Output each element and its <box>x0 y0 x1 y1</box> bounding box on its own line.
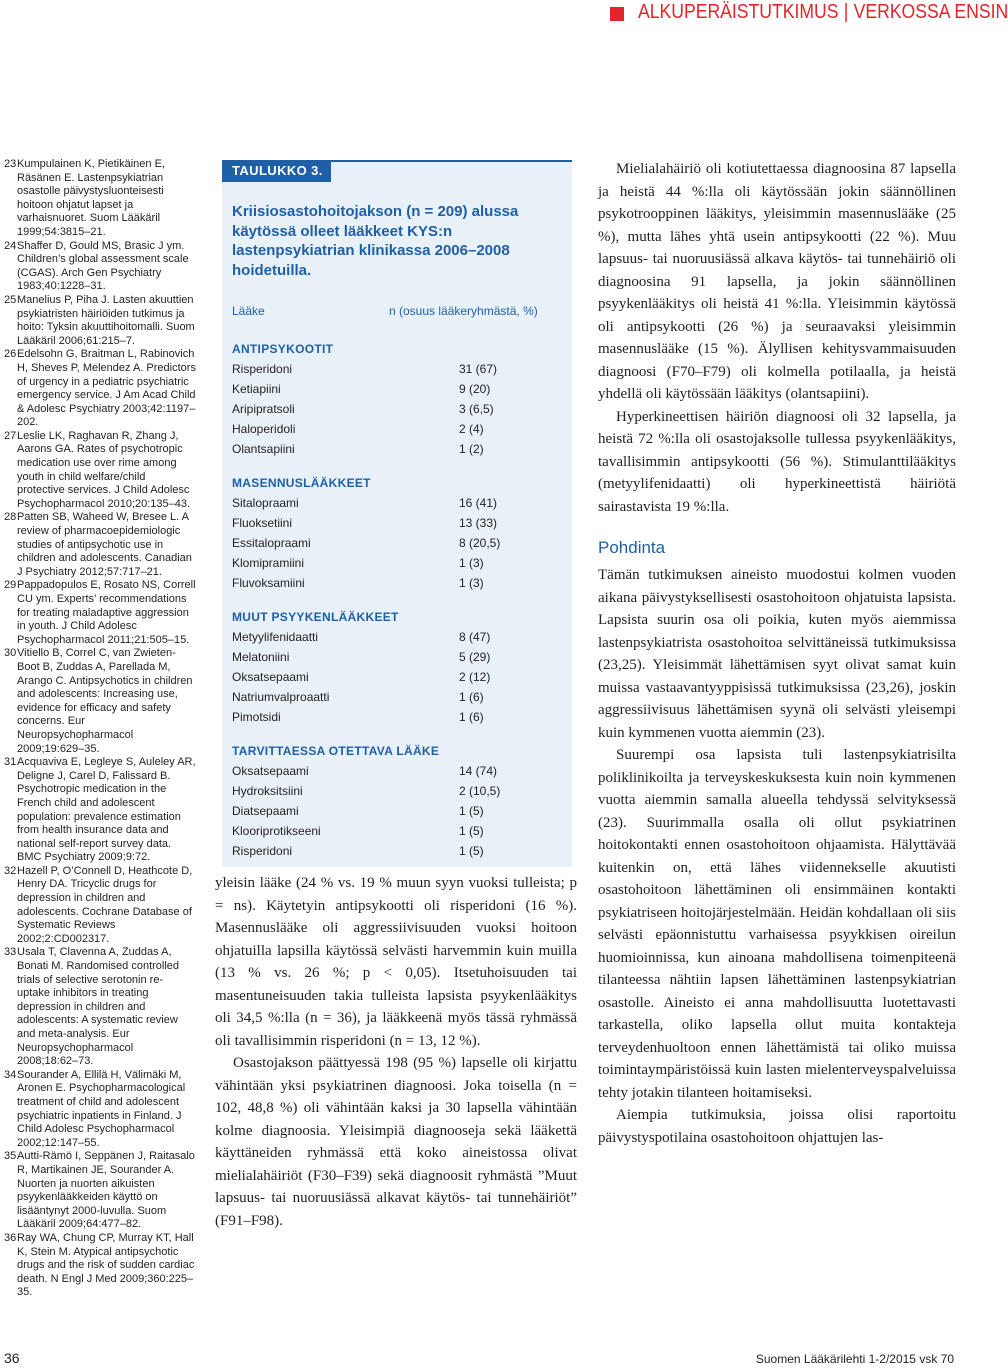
body-paragraph: Osastojakson päättyessä 198 (95 %) lapselle oli kirjattu vähintään yksi psykiatrinen diagnoosi. Joka toisella (n = 102, 48,8 %) oli vähintään kaksi ja 30 lapsella vähintään kolme diagnoosia. Yleisimpiä diagnooseja sekä lääkettä käyttäneiden ryhmässä että koko aineistossa olivat mielialahäiriöt (F30–F39) sekä diagnoosit ryhmästä ”Muut lapsuus- tai nuoruusiässä alkavat käytös- tai tunnehäiriöt” (F91–F98). <box>215 1055 577 1229</box>
reference-number: 31 <box>4 756 17 769</box>
drug-name: Olantsapiini <box>232 442 295 456</box>
drug-name: Melatoniini <box>232 650 290 664</box>
drug-name: Risperidoni <box>232 362 293 376</box>
reference-text: Autti-Rämö I, Seppänen J, Raitasalo R, Martikainen JE, Sourander A. Nuorten ja nuorten aikuisten psyykenlääkkeiden käyttö on lisääntynyt 2000-luvulla. Suom Lääkäril 2009;64:477–82. <box>17 1150 195 1231</box>
table-row <box>232 419 562 439</box>
reference-item <box>4 946 196 1068</box>
drug-count: 1 (5) <box>459 824 484 838</box>
header-separator: | <box>843 1 849 23</box>
reference-text: Leslie LK, Raghavan R, Zhang J, Aarons GA. Rates of psychotropic medication use over rime among youth in child welfare/child protective services. J Child Adolesc Psychopharmacol 2010;20:135–43. <box>17 429 191 510</box>
table-title: Kriisiosastohoitojakson (n = 209) alussa käytössä olleet lääkkeet KYS:n lastenpsykiatrian klinikassa 2006–2008 hoidetuilla. <box>232 203 519 279</box>
drug-name: Oksatsepaami <box>232 764 309 778</box>
header-subsection-label: VERKOSSA ENSIN <box>853 1 1008 23</box>
reference-number: 34 <box>4 1068 17 1081</box>
reference-text: Manelius P, Piha J. Lasten akuuttien psykiatristen häiriöiden tutkimus ja hoito: Tyksin akuuttihoitomalli. Suom Lääkäril 2006;61:215–7. <box>17 293 195 347</box>
reference-number: 29 <box>4 579 17 592</box>
drug-name: Fluvoksamiini <box>232 576 305 590</box>
reference-number: 23 <box>4 158 17 170</box>
table-row <box>232 359 562 379</box>
drug-count: 5 (29) <box>459 650 491 664</box>
table-row <box>232 379 562 399</box>
reference-item <box>4 511 196 579</box>
drug-count: 8 (47) <box>459 630 491 644</box>
drug-name: Ketiapiini <box>232 382 281 396</box>
reference-item <box>4 1150 196 1232</box>
reference-number: 33 <box>4 946 17 959</box>
table-row <box>232 761 562 781</box>
table-row <box>232 513 562 533</box>
body-paragraph: Aiempia tutkimuksia, joissa olisi raportoitu päivystyspotilaina osastohoitoon ohjattujen las- <box>598 1107 956 1146</box>
reference-number: 35 <box>4 1150 17 1163</box>
header-title <box>638 1 1008 24</box>
table-row <box>232 707 562 727</box>
group-title-antidepressants: MASENNUSLÄÄKKEET <box>232 476 371 490</box>
drug-count: 1 (2) <box>459 442 484 456</box>
reference-text: Acquaviva E, Legleye S, Auleley AR, Deligne J, Carel D, Falissard B. Psychotropic medication in the French child and adolescent population: prevalence estimation from health insurance data and national self-report survey data. BMC Psychiatry 2009;9:72. <box>17 756 196 864</box>
table-row <box>232 573 562 593</box>
reference-text: Hazell P, O’Connell D, Heathcote D, Henry DA. Tricyclic drugs for depression in children and adolescents. Cochrane Database of Systematic Reviews 2002;2:CD002317. <box>17 864 193 945</box>
drug-count: 13 (33) <box>459 516 498 530</box>
table-row <box>232 687 562 707</box>
column-header-drug: Lääke <box>232 304 265 318</box>
drug-name: Fluoksetiini <box>232 516 293 530</box>
reference-text: Pappadopulos E, Rosato NS, Correll CU ym. Experts’ recommendations for treating maladaptive aggression in youth. J Child Adolesc Psychopharmacol 2011;21:505–15. <box>17 579 196 646</box>
table-row <box>232 821 562 841</box>
drug-count: 14 (74) <box>459 764 498 778</box>
drug-name: Metyylifenidaatti <box>232 630 319 644</box>
journal-footer: Suomen Lääkärilehti 1-2/2015 vsk 70 <box>755 1352 954 1366</box>
reference-number: 24 <box>4 239 17 252</box>
reference-text: Shaffer D, Gould MS, Brasic J ym. Children’s global assessment scale (CGAS). Arch Gen Psychiatry 1983;40:1228–31. <box>17 239 189 293</box>
middle-column-text <box>215 872 577 1232</box>
drug-count: 9 (20) <box>459 382 491 396</box>
drug-name: Natriumvalproaatti <box>232 690 330 704</box>
reference-text: Usala T, Clavenna A, Zuddas A, Bonati M. Randomised controlled trials of selective serotonin re-uptake inhibitors in treating depression in children and adolescents: A systematic review and meta-analysis. Eur Neuropsychopharmacol 2008;18:62–73. <box>17 946 180 1068</box>
table-row <box>232 493 562 513</box>
drug-count: 8 (20,5) <box>459 536 501 550</box>
reference-text: Vitiello B, Correl C, van Zwieten-Boot B, Zuddas A, Parellada M, Arango C. Antipsychotics in children and adolescents: Increasing use, evidence for efficacy and safety concerns. Eur Neuropsychopharmacol 2009;19:629–35. <box>17 647 193 755</box>
drug-count: 31 (67) <box>459 362 498 376</box>
reference-item <box>4 430 196 512</box>
reference-number: 36 <box>4 1231 17 1244</box>
page-number: 36 <box>4 1350 20 1366</box>
reference-text: Edelsohn G, Braitman L, Rabinovich H, Sheves P, Melendez A. Predictors of urgency in a pediatric psychiatric emergency service. J Am Acad Child & Adolesc Psychiatry 2003;42:1197–202. <box>17 348 196 429</box>
drug-name: Haloperidoli <box>232 422 296 436</box>
reference-number: 25 <box>4 293 17 306</box>
reference-item <box>4 756 196 865</box>
drug-count: 1 (6) <box>459 690 484 704</box>
drug-name: Klomipramiini <box>232 556 305 570</box>
table-3-box <box>222 160 572 867</box>
section-heading-discussion: Pohdinta <box>598 538 666 557</box>
reference-item <box>4 1069 196 1151</box>
drug-name: Risperidoni <box>232 844 293 858</box>
page-header <box>610 1 1008 28</box>
body-paragraph: Tämän tutkimuksen aineisto muodostui kolmen vuoden aikana päivystyksellisesti osastohoitoon ohjatuista lapsista. Lapsista suurin osa oli poikia, kuten myös aiemmissa lastenpsykiatrista osastohoitoa selvittäneissä tutkimuksissa (23,25). Yleisimmät lähettämisen syyt olivat samat kuin muissa vastaavantyyppisissä tutkimuksissa (23,26), joskin aggressiivisuus lähettämisen syynä oli selvästi yleisempi kuin kymmenen vuotta aiemmin (23). <box>598 567 956 741</box>
reference-item <box>4 1232 196 1300</box>
group-title-as-needed: TARVITTAESSA OTETTAVA LÄÄKE <box>232 744 440 758</box>
body-paragraph: Hyperkineettisen häiriön diagnoosi oli 32 lapsella, ja heistä 72 %:lla oli osastojaksolle tullessa psyykenlääkitys, tavallisimmin antipsykootti (56 %). Stimulanttilääkitys (metyylifenidaatti) oli hyperkineettistä häiriötä sairastavista 19 %:lla. <box>598 408 956 515</box>
reference-text: Kumpulainen K, Pietikäinen E, Räsänen E. Lastenpsykiatrian osastolle päivystysluonteisesti hoitoon ohjatut lapset ja varhaisnuoret. Suom Lääkäril 1999;54:3815–21. <box>17 158 165 238</box>
reference-item <box>4 294 196 348</box>
drug-count: 2 (4) <box>459 422 484 436</box>
table-row <box>232 553 562 573</box>
reference-number: 28 <box>4 511 17 524</box>
reference-text: Patten SB, Waheed W, Bresee L. A review of pharmacoepidemiologic studies of antipsychotic use in children and adolescents. Canadian J Psychiatry 2012;57:717–21. <box>17 511 192 578</box>
references-list <box>4 158 196 1300</box>
table-row <box>232 533 562 553</box>
reference-text: Sourander A, Ellilä H, Välimäki M, Aronen E. Psychopharmacological treatment of child and adolescent psychiatric inpatients in Finland. J Child Adolesc Psychopharmacol 2002;12:147–55. <box>17 1068 186 1149</box>
drug-count: 1 (6) <box>459 710 484 724</box>
reference-item <box>4 348 196 430</box>
table-row <box>232 647 562 667</box>
reference-item <box>4 647 196 756</box>
header-section-label: ALKUPERÄISTUTKIMUS <box>638 1 839 23</box>
reference-item <box>4 158 196 240</box>
table-label: TAULUKKO 3. <box>222 160 331 182</box>
table-row <box>232 841 562 861</box>
drug-name: Hydroksitsiini <box>232 784 303 798</box>
drug-name: Oksatsepaami <box>232 670 309 684</box>
group-title-antipsychotics: ANTIPSYKOOTIT <box>232 342 334 356</box>
drug-count: 2 (10,5) <box>459 784 501 798</box>
drug-name: Klooriprotikseeni <box>232 824 321 838</box>
drug-count: 2 (12) <box>459 670 491 684</box>
body-paragraph: Mielialahäiriö oli kotiutettaessa diagnoosina 87 lapsella ja heistä 44 %:lla oli käytössään jokin säännöllinen psykotrooppinen lääkitys, yleisimmin masennuslääke (25 %), mutta lähes yhtä usein antipsykootti (22 %). Muu lapsuus- tai nuoruusiässä alkava käytös- tai tunnehäiriö oli diagnoosina 91 lapsella, ja jokin säännöllinen psyykenlääkitys oli heistä 41 %:lla. Yleisimmin käytössä oli antipsykootti (26 %) ja seuraavaksi yleisimmin masennuslääke (15 %). Älyllisen kehitysvammaisuuden diagnoosi (F70–F79) oli kolmella potilaalla, ja heistä yhdellä oli käytössään lääkitys (olantsapiini). <box>598 161 956 402</box>
table-row <box>232 399 562 419</box>
drug-count: 16 (41) <box>459 496 498 510</box>
drug-count: 1 (3) <box>459 556 484 570</box>
reference-number: 26 <box>4 348 17 361</box>
reference-text: Ray WA, Chung CP, Murray KT, Hall K, Stein M. Atypical antipsychotic drugs and the risk of sudden cardiac death. N Engl J Med 2009;360:225–35. <box>17 1231 195 1299</box>
drug-name: Essitalopraami <box>232 536 311 550</box>
table-header <box>232 304 562 318</box>
table-row <box>232 439 562 459</box>
drug-name: Sitalopraami <box>232 496 299 510</box>
drug-count: 1 (5) <box>459 844 484 858</box>
body-paragraph: Suurempi osa lapsista tuli lastenpsykiatrisilta poliklinikoilta ja terveyskeskuksesta kuin noin kymmenen vuotta aiemmin samalla alueella tehdyssä selvityksessä (23). Suurimmalla osalla oli ollut psykiatrinen hoitokontakti ennen osastohoitoon ohjaamista. Hälyttävää kuitenkin on, että lähes viidennekselle akuutisti osastohoitoon lähettäminen oli ensimmäinen kontakti psykiatriseen hoitojärjestelmään. Heidän kohdallaan oli siis selvästi epäonnistuttu varhaisessa psyykkisen oireilun huomioinnissa, kun ainoana mahdollisena toimenpiteenä tilanteessa nähtiin lapsen lähettäminen lastenpsykiatrian osastolle. Aineisto ei anna mahdollisuutta luotettavasti tarkastella, oliko lapsella ollut muita kontakteja terveydenhuoltoon ennen lähettämistä tai oliko muissa toimintaympäristöissä kuin lasten mielenterveyspalveluissa tehty jotakin tilanteen hoitamiseksi. <box>598 747 956 1101</box>
group-title-other-psychotropics: MUUT PSYYKENLÄÄKKEET <box>232 610 399 624</box>
reference-number: 30 <box>4 647 17 660</box>
reference-item <box>4 865 196 947</box>
right-column-text <box>598 158 956 1149</box>
reference-number: 32 <box>4 864 17 877</box>
table-row <box>232 781 562 801</box>
reference-item <box>4 579 196 647</box>
drug-count: 1 (5) <box>459 804 484 818</box>
table-row <box>232 627 562 647</box>
drug-count: 1 (3) <box>459 576 484 590</box>
table-row <box>232 667 562 687</box>
reference-number: 27 <box>4 429 17 442</box>
drug-name: Diatsepaami <box>232 804 299 818</box>
column-header-count: n (osuus lääkeryhmästä, %) <box>389 304 538 318</box>
drug-name: Aripipratsoli <box>232 402 295 416</box>
red-square-icon <box>610 7 624 21</box>
drug-name: Pimotsidi <box>232 710 281 724</box>
drug-count: 3 (6,5) <box>459 402 494 416</box>
reference-item <box>4 240 196 294</box>
table-body <box>232 339 562 861</box>
table-row <box>232 801 562 821</box>
body-paragraph: yleisin lääke (24 % vs. 19 % muun syyn vuoksi tulleista; p = ns). Käytetyin antipsykootti oli risperidoni (16 %). Masennuslääke oli aggressiivisuuden vuoksi hoitoon ohjatuilla lapsilla käytössä selvästi harvemmin kuin muilla (13 % vs. 26 %; p < 0,05). Itsetuhoisuuden tai masentuneisuuden takia tulleista lapsista psyykenlääkitys oli 34,5 %:lla (n = 36), ja lääkkeenä myös tässä ryhmässä oli tavallisimmin risperidoni (n = 13, 12 %). <box>215 875 577 1049</box>
